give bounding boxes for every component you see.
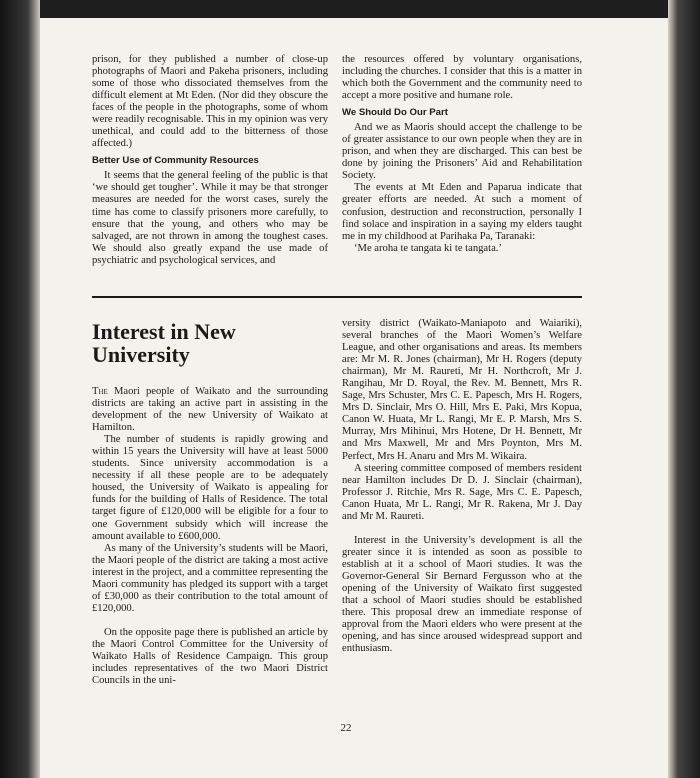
section-divider — [92, 296, 582, 298]
paragraph: the resources offered by voluntary organisations, including the churches. I consider that this is a matter in which both the Government and the community need to accept a more positive and humane role. — [342, 54, 582, 102]
top-column-left — [92, 54, 328, 267]
paragraph: versity district (Waikato-Maniapoto and Waiariki), several branches of the Maori Women’s Welfare League, and other organisations and areas. Its members are: Mr M. R. Jones (chairman), Mr H. Rogers (deputy chairman), Mr M. Raureti, Mr H. Northcroft, Mr J. Rangihau, Mr D. Royal, the Rev. M. Bennett, Mrs R. Sage, Mrs Schuster, Mrs C. E. Papesch, Mrs H. Rogers, Mrs D. Sinclair, Mrs O. Hill, Mrs E. Paki, Mrs Kopua, Canon W. Huata, Mr L. Rangi, Mr E. P. Marsh, Mrs S. Murray, Mrs Mihinui, Mrs Hotene, Dr H. Bennett, Mr and Mrs Maxwell, Mr and Mrs Poynton, Mrs M. Perfect, Mrs H. Anaru and Mrs M. Wikaira. — [342, 318, 582, 462]
paragraph: As many of the University’s students will be Maori, the Maori people of the district are taking a most active interest in the project, and a committee representing the Maori community has pledged its support with a target of £30,000 as their contribution to the total amount of £120,000. — [92, 542, 328, 614]
scan-right-edge — [668, 0, 700, 778]
paragraph: Interest in the University’s development is all the greater since it is intended as soon as possible to establish at it a school of Maori studies. It was the Governor-General Sir Bernard Fergusson who at the opening of the University of Waikato first suggested that a school of Maori studies should be established there. This proposal drew an immediate response of approval from the Maori elders who were present at the opening, and has since aroused widespread support and enthusiasm. — [342, 534, 582, 655]
lead-word: The — [92, 386, 108, 397]
paragraph: The events at Mt Eden and Paparua indicate that greater efforts are needed. At such a moment of confusion, destruction and reconstruction, personally I find solace and inspiration in a saying my elders taught me in my childhood at Parihaka Pa, Taranaki: — [342, 182, 582, 242]
paragraph: And we as Maoris should accept the challenge to be of greater assistance to our own people when they are in prison, and when they are discharged. This can best be done by joining the Prisoners’ Aid and Rehabilitation Society. — [342, 122, 582, 182]
top-column-right — [342, 54, 582, 255]
paragraph: The number of students is rapidly growing and within 15 years the University will have at least 5000 students. Since university accommodation is a necessity if all these people are to be adequately housed, the University of Waikato is appealing for funds for the building of Halls of Residence. The total target figure of £120,000 will be eligible for a four to one Government subsidy which will increase the amount available to £600,000. — [92, 434, 328, 542]
scan-top-edge — [0, 0, 700, 18]
article-headline: Interest in New University — [92, 319, 236, 367]
maori-proverb-quote: ‘Me aroha te tangata ki te tangata.’ — [354, 242, 502, 254]
scan-left-edge — [0, 0, 40, 778]
lead-paragraph-text: Maori people of Waikato and the surrounding districts are taking an active part in assisting in the development of the new University of Waikato at Hamilton. — [92, 386, 328, 434]
paragraph: prison, for they published a number of close-up photographs of Maori and Pakeha prisoners, including some of those who dissociated themselves from the difficult element at Mt Eden. (Nor did they obscure the faces of the people in the photographs, some of whom were readily recognisable. This in my opinion was very unethical, and could add to the bitterness of those affected.) — [92, 54, 328, 150]
paragraph: A steering committee composed of members resident near Hamilton includes Dr D. J. Sinclair (chairman), Professor J. Ritchie, Mrs R. Sage, Mrs C. E. Papesch, Canon Huata, Mr L. Rangi, Mr R. Rakena, Mr J. Day and Mr M. Raureti. — [342, 462, 582, 522]
section-heading: We Should Do Our Part — [342, 107, 448, 119]
lead-paragraph — [92, 386, 328, 434]
page-number: 22 — [340, 722, 352, 734]
article-column-right — [342, 318, 582, 655]
paragraph: It seems that the general feeling of the public is that ‘we should get tougher’. While it may be that stronger measures are needed for the worst cases, surely the time has come to classify prisoners more carefully, to ensure that the young, and others who may be salvaged, are not thrown in among the toughest cases. We should also greatly expand the use made of psychiatric and psychological services, and — [92, 170, 328, 266]
paragraph: On the opposite page there is published an article by the Maori Control Committee for the University of Waikato Halls of Residence Campaign. This group includes representatives of the two Maori District Councils in the uni- — [92, 626, 328, 687]
section-heading: Better Use of Community Resources — [92, 155, 259, 167]
article-column-left — [92, 386, 328, 687]
